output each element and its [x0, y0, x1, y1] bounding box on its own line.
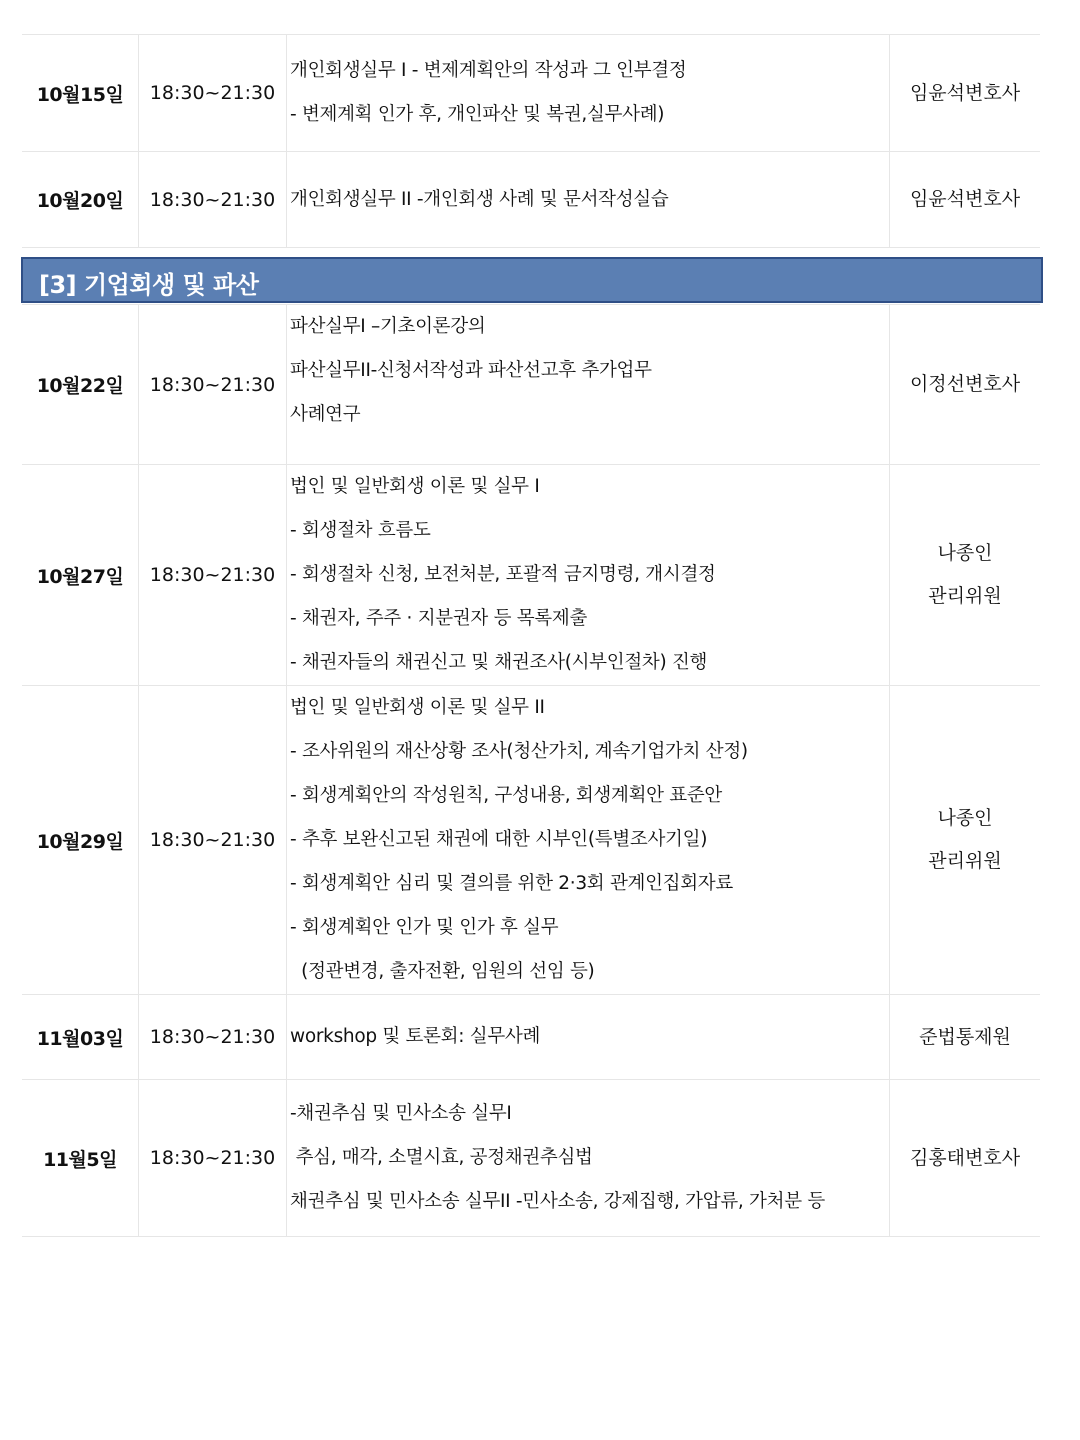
topic-cell [287, 152, 890, 248]
topic-cell [287, 465, 890, 686]
topic-line: 추심, 매각, 소멸시효, 공정채권추심법 [290, 1147, 593, 1168]
table-row [22, 152, 1040, 248]
time-cell: 18:30~21:30 [139, 686, 287, 995]
lecturer-cell [890, 35, 1041, 152]
date-cell: 11월5일 [22, 1080, 139, 1237]
topic-cell [287, 995, 890, 1080]
time-cell: 18:30~21:30 [139, 152, 287, 248]
topic-line: - 회생계획안 심리 및 결의를 위한 2·3회 관계인집회자료 [290, 873, 733, 894]
date-cell: 10월15일 [22, 35, 139, 152]
topic-line: - 추후 보완신고된 채권에 대한 시부인(특별조사기일) [290, 829, 708, 850]
date-cell: 10월29일 [22, 686, 139, 995]
lecturer-cell [890, 152, 1041, 248]
lecturer-cell [890, 305, 1041, 465]
lecturer-line: 임윤석변호사 [909, 188, 1021, 210]
lecturer-line: 임윤석변호사 [909, 81, 1021, 104]
topic-cell [287, 1080, 890, 1237]
topic-line: 채권추심 및 민사소송 실무II -민사소송, 강제집행, 가압류, 가처분 등 [290, 1191, 825, 1212]
topic-cell [287, 305, 890, 465]
topic-line: - 회생절차 흐름도 [290, 520, 431, 541]
topic-line: 개인회생실무 I - 변제계획안의 작성과 그 인부결정 [290, 60, 687, 81]
topic-line: - 회생절차 신청, 보전처분, 포괄적 금지명령, 개시결정 [290, 564, 716, 585]
time-cell: 18:30~21:30 [139, 305, 287, 465]
time-cell: 18:30~21:30 [139, 465, 287, 686]
topic-line: - 변제계획 인가 후, 개인파산 및 복권,실무사례) [290, 104, 665, 125]
topic-line: 파산실무II-신청서작성과 파산선고후 추가업무 [290, 360, 652, 381]
table-row [22, 1080, 1040, 1237]
topic-line: -채권추심 및 민사소송 실무I [290, 1103, 512, 1124]
lecturer-line: 나종인 [937, 807, 993, 829]
section-title: [3] 기업회생 및 파산 [39, 271, 259, 299]
date-cell: 10월27일 [22, 465, 139, 686]
topic-line: 사례연구 [290, 404, 361, 425]
topic-line: 개인회생실무 II -개인회생 사례 및 문서작성실습 [290, 188, 669, 210]
date-cell: 10월20일 [22, 152, 139, 248]
table-row [22, 305, 1040, 465]
time-cell: 18:30~21:30 [139, 1080, 287, 1237]
date-cell: 11월03일 [22, 995, 139, 1080]
topic-line: (정관변경, 출자전환, 임원의 선임 등) [290, 961, 595, 982]
topic-line: workshop 및 토론회: 실무사례 [290, 1026, 541, 1047]
topic-line: 파산실무I –기초이론강의 [290, 316, 486, 337]
lecturer-line: 이정선변호사 [909, 373, 1021, 395]
time-cell: 18:30~21:30 [139, 995, 287, 1080]
topic-line: - 채권자, 주주 · 지분권자 등 목록제출 [290, 608, 588, 629]
table-row [22, 465, 1040, 686]
table-row [22, 35, 1040, 152]
table-row [22, 686, 1040, 995]
topic-line: - 회생계획안의 작성원칙, 구성내용, 회생계획안 표준안 [290, 785, 723, 806]
schedule-table-continued [22, 34, 1040, 248]
lecturer-line: 김홍태변호사 [909, 1146, 1021, 1169]
lecturer-line: 관리위원 [928, 585, 1002, 607]
lecturer-line: 준법통제원 [919, 1025, 1011, 1048]
time-cell: 18:30~21:30 [139, 35, 287, 152]
lecturer-cell [890, 686, 1041, 995]
topic-line: 법인 및 일반회생 이론 및 실무 II [290, 697, 545, 718]
lecturer-line: 관리위원 [928, 850, 1002, 872]
date-cell: 10월22일 [22, 305, 139, 465]
topic-cell [287, 35, 890, 152]
section-banner [21, 257, 1043, 303]
topic-line: - 조사위원의 재산상황 조사(청산가치, 계속기업가치 산정) [290, 741, 748, 762]
lecturer-cell [890, 995, 1041, 1080]
lecturer-cell [890, 1080, 1041, 1237]
schedule-table [22, 304, 1040, 1237]
topic-line: 법인 및 일반회생 이론 및 실무 I [290, 476, 540, 497]
lecturer-cell [890, 465, 1041, 686]
table-row [22, 995, 1040, 1080]
topic-line: - 회생계획안 인가 및 인가 후 실무 [290, 917, 559, 938]
lecturer-line: 나종인 [937, 542, 993, 564]
topic-cell [287, 686, 890, 995]
topic-line: - 채권자들의 채권신고 및 채권조사(시부인절차) 진행 [290, 652, 708, 673]
